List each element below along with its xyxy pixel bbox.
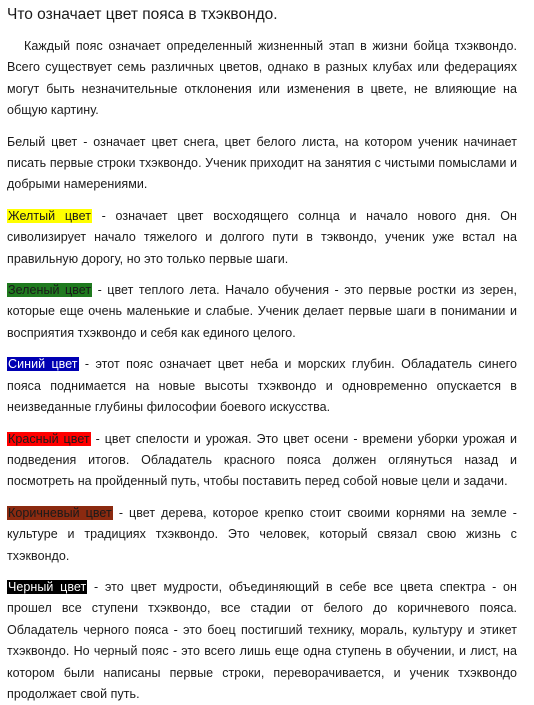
belt-paragraph-brown xyxy=(7,503,517,567)
belt-label-black: Черный цвет xyxy=(8,579,87,594)
belt-label-green: Зеленый цвет xyxy=(8,283,92,298)
belt-label-blue: Синий цвет xyxy=(8,357,78,372)
belt-text-blue: - этот пояс означает цвет неба и морских глубин. Обладатель синего пояса поднимается на новые высоты тхэквондо и одновременно опускается в неизведанные глубины философии боевого искусства. xyxy=(7,357,517,415)
belt-text-green: - цвет теплого лета. Начало обучения - это первые ростки из зерен, которые еще очень маленькие и слабые. Ученик делает первые шаги в понимании и восприятия тхэквондо и себя как единого целого. xyxy=(7,283,517,340)
page-title: Что означает цвет пояса в тхэквондо. xyxy=(7,6,278,23)
belt-paragraph-yellow xyxy=(7,206,517,270)
belt-paragraph-white xyxy=(7,132,517,196)
belt-text-white: Белый цвет - означает цвет снега, цвет белого листа, на котором ученик начинает писать первые строки тхэквондо. Ученик приходит на занятия с чистыми помыслами и добрыми намерениями. xyxy=(7,134,517,192)
belt-label-yellow: Желтый цвет xyxy=(8,208,91,223)
belt-text-black: - это цвет мудрости, объединяющий в себе все цвета спектра - он прошел все ступени тхэквондо, все стадии от белого до коричневого пояса. Обладатель черного пояса - это боец постигший технику, мораль, культуру и этикет тхэквондо. Но черный пояс - это всего лишь еще одна ступень в обучении, и лист, на котором были написаны первые строки, переворачивается, и ученик тхэквондо продолжает свой путь. xyxy=(7,579,517,701)
belt-paragraph-red xyxy=(7,429,517,493)
belt-text-yellow: - означает цвет восходящего солнца и начало нового дня. Он сиволизирует начало тяжелого и долгого пути в тэквондо, ученик уже встал на правильную дорогу, но это только первые шаги. xyxy=(7,208,517,266)
belt-paragraph-blue xyxy=(7,354,517,418)
belt-paragraph-black xyxy=(7,577,517,705)
belt-label-red: Красный цвет xyxy=(8,431,90,446)
belt-paragraph-green xyxy=(7,280,517,344)
intro-paragraph: Каждый пояс означает определенный жизненный этап в жизни бойца тхэквондо. Всего существует семь различных цветов, однако в разных клубах или федерациях могут быть незначительные отклонения или изменения в цвете, не влияющие на общую картину. xyxy=(7,39,517,118)
belt-text-brown: - цвет дерева, которое крепко стоит своими корнями на земле - культуре и традициях тхэквондо. Это человек, который связал свою жизнь с тхэквондо. xyxy=(7,505,517,563)
belt-label-brown: Коричневый цвет xyxy=(8,505,112,520)
belt-text-red: - цвет спелости и урожая. Это цвет осени - времени уборки урожая и подведения итогов. Обладатель красного пояса должен оглянуться назад и посмотреть на пройденный путь, чтобы поставить перед собой новые цели и задачи. xyxy=(7,431,517,489)
